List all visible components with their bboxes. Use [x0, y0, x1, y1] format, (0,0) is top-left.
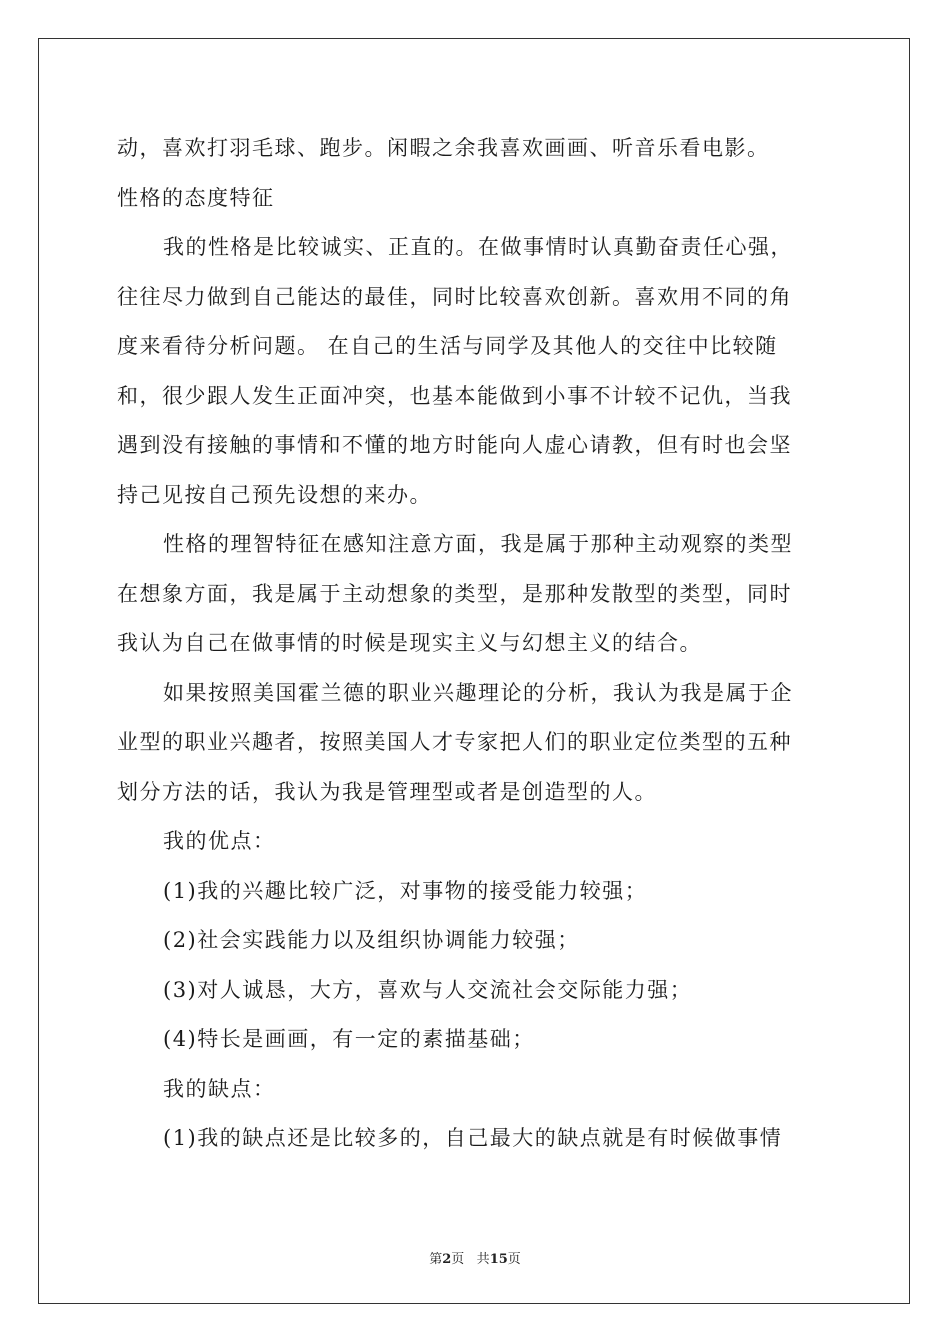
text-line: 我的性格是比较诚实、正直的。在做事情时认真勤奋责任心强，: [163, 235, 793, 259]
text-line: 和，很少跟人发生正面冲突，也基本能做到小事不计较不记仇，当我: [117, 383, 792, 408]
document-body: [117, 124, 837, 1164]
text-line: (1)我的缺点还是比较多的，自己最大的缺点就是有时候做事情: [163, 1126, 783, 1150]
text-line: 在想象方面，我是属于主动想象的类型，是那种发散型的类型，同时: [117, 581, 792, 606]
text-line: 遇到没有接触的事情和不懂的地方时能向人虚心请教，但有时也会坚: [117, 433, 792, 457]
text-line: 持己见按自己预先设想的来办。: [117, 482, 432, 507]
text-line: 性格的态度特征: [117, 185, 275, 210]
text-line: 业型的职业兴趣者，按照美国人才专家把人们的职业定位类型的五种: [117, 730, 792, 754]
text-line: (1)我的兴趣比较广泛，对事物的接受能力较强；: [163, 878, 648, 903]
text-line: 如果按照美国霍兰德的职业兴趣理论的分析，我认为我是属于企: [163, 680, 793, 705]
footer-page-prefix: 第: [429, 1252, 443, 1267]
footer-page-number: 2: [442, 1252, 452, 1267]
text-line: 性格的理智特征在感知注意方面，我是属于那种主动观察的类型: [163, 532, 793, 556]
text-line: 我的缺点：: [163, 1076, 276, 1101]
text-line: (4)特长是画画，有一定的素描基础；: [163, 1027, 535, 1051]
text-line: (3)对人诚恳，大方，喜欢与人交流社会交际能力强；: [163, 977, 693, 1002]
text-line: 划分方法的话，我认为我是管理型或者是创造型的人。: [117, 779, 657, 804]
footer-total-suffix: 页: [507, 1252, 521, 1267]
footer-total-pages: 15: [489, 1252, 508, 1267]
footer-total-prefix: 共: [476, 1252, 490, 1267]
text-line: 往往尽力做到自己能达的最佳，同时比较喜欢创新。喜欢用不同的角: [117, 284, 792, 309]
text-line: 我认为自己在做事情的时候是现实主义与幻想主义的结合。: [117, 631, 702, 655]
text-line: 度来看待分析问题。 在自己的生活与同学及其他人的交往中比较随: [117, 334, 778, 358]
text-line: (2)社会实践能力以及组织协调能力较强；: [163, 928, 580, 952]
text-line: 我的优点：: [163, 829, 276, 853]
text-line: 动，喜欢打羽毛球、跑步。闲暇之余我喜欢画画、听音乐看电影。: [117, 136, 770, 160]
page-footer: [0, 1248, 950, 1267]
footer-page-suffix: 页: [451, 1252, 465, 1267]
